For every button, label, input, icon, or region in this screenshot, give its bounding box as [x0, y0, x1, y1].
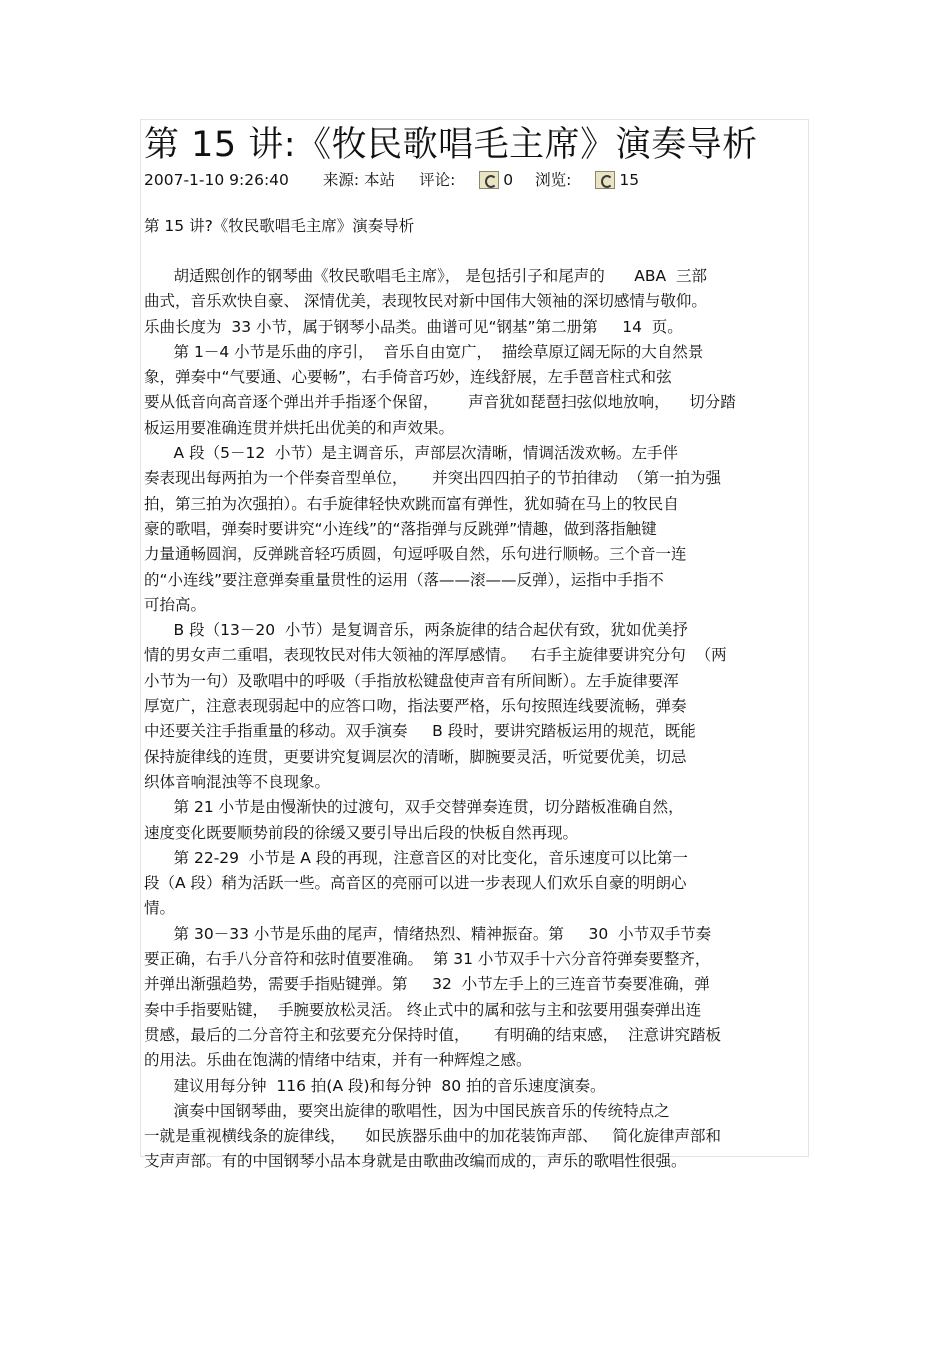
body-line: 并弹出渐强趋势，需要手指贴键弹。第 32 小节左手上的三连音节奏要准确，弹: [144, 975, 710, 994]
body-line: 一就是重视横线条的旋律线， 如民族器乐曲中的加花装饰声部、 简化旋律声部和: [144, 1127, 721, 1146]
body-line: 第 1－4 小节是乐曲的序引， 音乐自由宽广， 描绘草原辽阔无际的大自然景: [144, 342, 704, 361]
body-line: 豪的歌唱，弹奏时要讲究“小连线”的“落指弹与反跳弹”情趣，做到落指触键: [144, 519, 657, 538]
body-line: 中还要关注手指重量的移动。双手演奏 B 段时，要讲究踏板运用的规范，既能: [144, 722, 696, 741]
body-line: 乐曲长度为 33 小节，属于钢琴小品类。曲谱可见“钢基”第二册第 14 页。: [144, 317, 683, 336]
body-line: 奏中手指要贴键， 手腕要放松灵活。 终止式中的属和弦与主和弦要用强奏弹出连: [144, 1000, 702, 1019]
body-line: 拍，第三拍为次强拍）。右手旋律轻快欢跳而富有弹性，犹如骑在马上的牧民自: [144, 494, 679, 513]
body-line: 曲式，音乐欢快自豪、 深情优美，表现牧民对新中国伟大领袖的深切感情与敬仰。: [144, 292, 707, 311]
body-line: 情。: [144, 899, 176, 918]
article-meta: [144, 170, 639, 190]
article-subheading: 第 15 讲?《牧民歌唱毛主席》演奏导析: [144, 217, 415, 235]
body-line: 的用法。乐曲在饱满的情绪中结束，并有一种辉煌之感。: [144, 1051, 532, 1070]
body-line: 贯感，最后的二分音符主和弦要充分保持时值， 有明确的结束感， 注意讲究踏板: [144, 1025, 721, 1044]
body-line: 保持旋律线的连贯，更要讲究复调层次的清晰，脚腕要灵活，听觉要优美，切忌: [144, 747, 687, 766]
views-label: 浏览:: [535, 171, 572, 189]
body-line: 演奏中国钢琴曲，要突出旋律的歌唱性，因为中国民族音乐的传统特点之: [144, 1101, 670, 1120]
body-line: 胡适熙创作的钢琴曲《牧民歌唱毛主席》， 是包括引子和尾声的 ABA 三部: [144, 267, 707, 285]
body-line: 速度变化既要顺势前段的徐缓又要引导出后段的快板自然再现。: [144, 823, 579, 842]
body-line: 段（A 段）稍为活跃一些。高音区的亮丽可以进一步表现人们欢乐自豪的明朗心: [144, 874, 687, 893]
comments-label: 评论:: [419, 171, 456, 189]
publish-date: 2007-1-10 9:26:40: [144, 171, 289, 189]
source-label: 来源: 本站: [322, 171, 396, 189]
comment-icon: [479, 171, 499, 189]
body-line: 支声声部。有的中国钢琴小品本身就是由歌曲改编而成的，声乐的歌唱性很强。: [144, 1152, 687, 1171]
body-line: 要从低音向高音逐个弹出并手指逐个保留， 声音犹如琵琶扫弦似地放响， 切分踏: [144, 393, 736, 412]
body-line: B 段（13－20 小节）是复调音乐，两条旋律的结合起伏有致，犹如优美抒: [144, 621, 688, 640]
article-body: [144, 264, 808, 1175]
view-icon: [595, 171, 615, 189]
body-line: 奏表现出每两拍为一个伴奏音型单位， 并突出四四拍子的节拍律动 （第一拍为强: [144, 469, 721, 488]
body-line: 织体音响混浊等不良现象。: [144, 772, 331, 791]
body-line: 象，弹奏中“气要通、心要畅”，右手倚音巧妙，连线舒展，左手琶音柱式和弦: [144, 368, 672, 387]
body-line: 第 21 小节是由慢渐快的过渡句，双手交替弹奏连贯，切分踏板准确自然，: [144, 798, 684, 817]
body-line: 要正确，右手八分音符和弦时值要准确。 第 31 小节双手十六分音符弹奏要整齐，: [144, 950, 711, 969]
body-line: 第 30－33 小节是乐曲的尾声，情绪热烈、精神振奋。第 30 小节双手节奏: [144, 924, 712, 943]
body-line: 厚宽广，注意表现弱起中的应答口吻，指法要严格，乐句按照连线要流畅，弹奏: [144, 697, 687, 716]
body-line: 板运用要准确连贯并烘托出优美的和声效果。: [144, 418, 455, 437]
body-line: 建议用每分钟 116 拍(A 段)和每分钟 80 拍的音乐速度演奏。: [144, 1076, 606, 1095]
article-title: 第 15 讲:《牧民歌唱毛主席》演奏导析: [144, 125, 758, 165]
body-line: 第 22-29 小节是 A 段的再现，注意音区的对比变化，音乐速度可以比第一: [144, 848, 688, 867]
body-line: 可抬高。: [144, 595, 207, 614]
body-line: 情的男女声二重唱，表现牧民对伟大领袖的浑厚感情。 右手主旋律要讲究分句 （两: [144, 646, 727, 665]
body-line: A 段（5－12 小节）是主调音乐，声部层次清晰，情调活泼欢畅。左手伴: [144, 444, 679, 463]
body-line: 力量通畅圆润，反弹跳音轻巧质圆，句逗呼吸自然，乐句进行顺畅。三个音一连: [144, 545, 687, 564]
comments-count: 0: [503, 171, 514, 189]
body-line: 小节为一句）及歌唱中的呼吸（手指放松键盘使声音有所间断）。左手旋律要浑: [144, 671, 679, 690]
views-count: 15: [619, 171, 640, 189]
body-line: 的“小连线”要注意弹奏重量贯性的运用（落——滚——反弹），运指中手指不: [144, 570, 664, 589]
